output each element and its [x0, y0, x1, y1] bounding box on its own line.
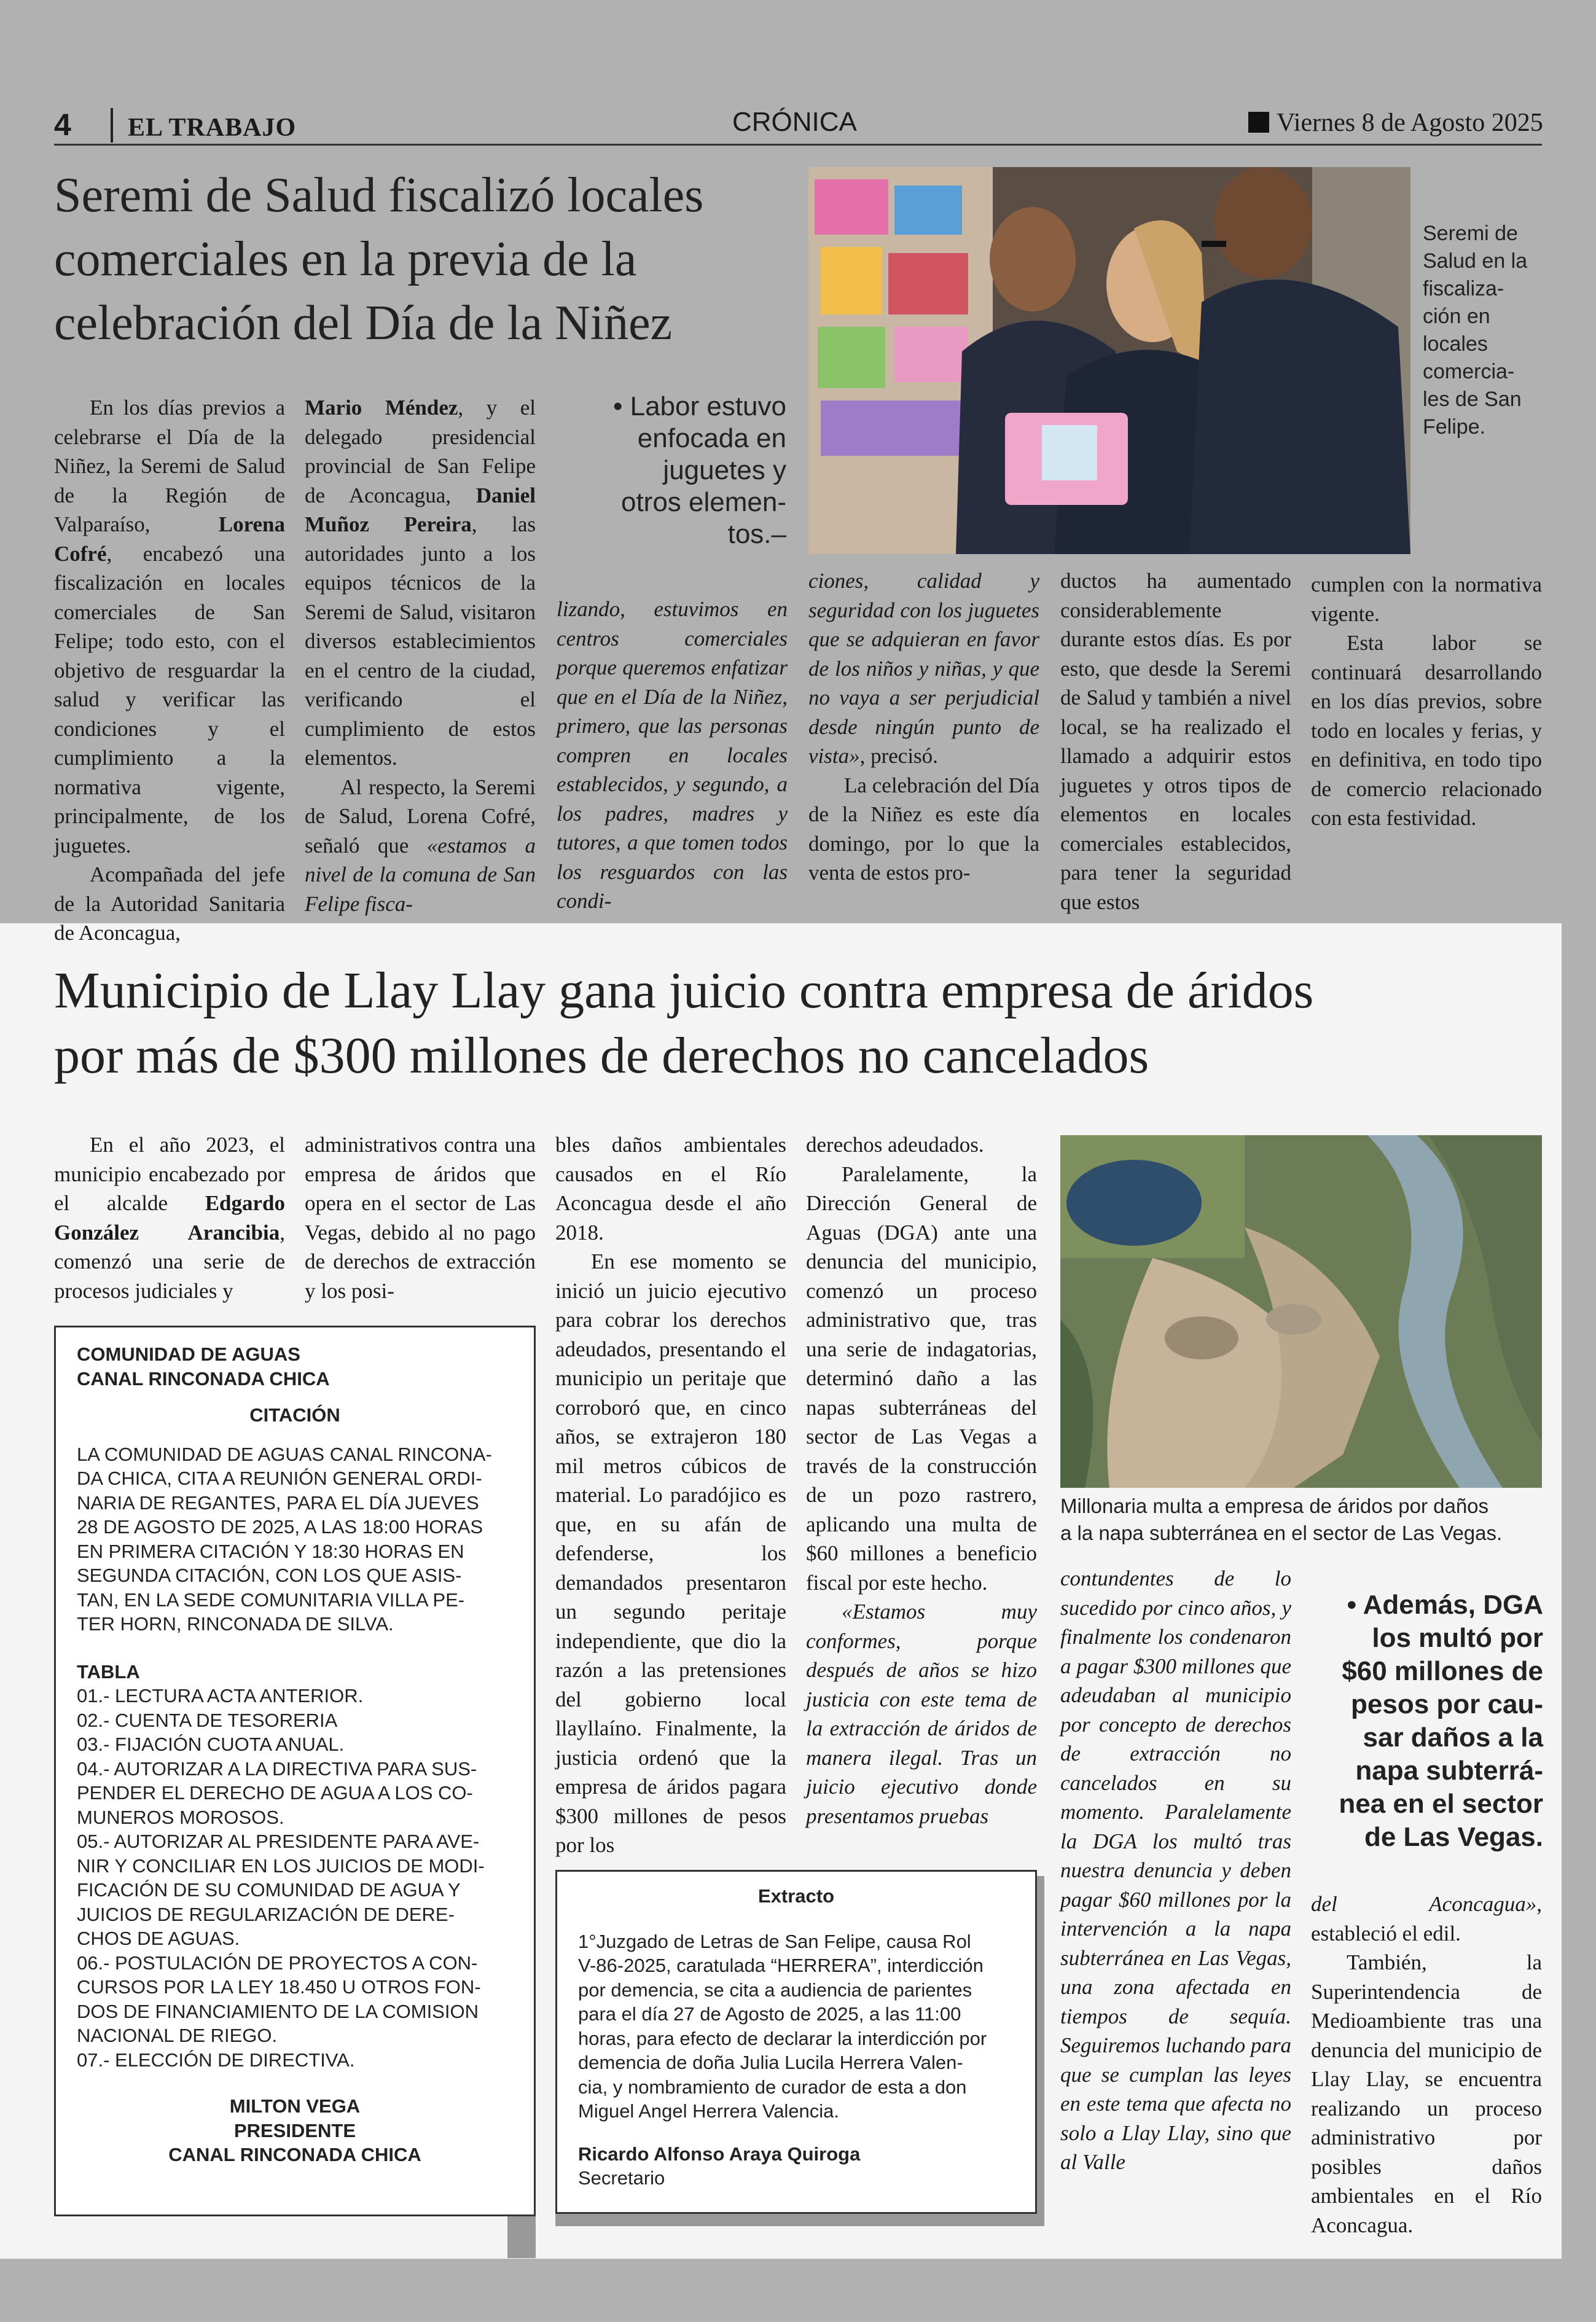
article2-col5 — [1060, 1564, 1291, 2221]
caption-line: les de San — [1423, 388, 1522, 411]
tabla-item: FICACIÓN DE SU COMUNIDAD DE AGUA Y — [77, 1879, 461, 1901]
pullquote-line: otros elemen- — [620, 487, 786, 517]
article2-col1 — [54, 1130, 285, 1315]
citacion-body — [77, 1442, 513, 1636]
pullquote-line: pesos por cau- — [1351, 1689, 1543, 1719]
article1-col6 — [1311, 570, 1542, 921]
right-margin-strip — [1562, 923, 1596, 2259]
pullquote-line: tos.– — [727, 519, 786, 549]
tabla-item: MUNEROS MOROSOS. — [77, 1806, 284, 1828]
paragraph: cumplen con la normativa vigente. — [1311, 573, 1542, 626]
body-line: SEGUNDA CITACIÓN, CON LOS QUE ASIS- — [77, 1565, 462, 1586]
pullquote-line: de Las Vegas. — [1364, 1822, 1543, 1852]
org-line: COMUNIDAD DE AGUAS — [77, 1343, 300, 1365]
caption-line: Seremi de — [1423, 222, 1518, 245]
headline-line: Seremi de Salud fiscalizó locales — [54, 168, 704, 222]
caption-line: Felipe. — [1423, 415, 1486, 439]
tabla-item: DOS DE FINANCIAMIENTO DE LA COMISION — [77, 2000, 479, 2022]
text: , encabezó una fiscalización en locales comerciales de San Felipe; todo esto, con el objetivo de resguardar la salud y verificar las condiciones y el cumplimiento a la normativa vigente, principalmente, de los juguetes. — [54, 541, 285, 858]
pullquote-line: • Además, DGA — [1347, 1590, 1543, 1620]
caption-line: comercia- — [1423, 360, 1515, 383]
notice-extracto — [555, 1870, 1037, 2214]
pullquote-line: los multó por — [1372, 1623, 1543, 1653]
caption-line: Millonaria multa a empresa de áridos por daños — [1060, 1495, 1489, 1517]
photo-aerial-river — [1060, 1135, 1542, 1488]
extracto-body — [578, 1929, 1014, 2124]
body-line: V-86-2025, caratulada “HERRERA”, interdicción — [578, 1955, 984, 1976]
pullquote-line: enfocada en — [637, 423, 786, 453]
text: En los días previos a celebrarse el Día de la Niñez, la Seremi de Salud de la Región de Valparaíso, — [54, 396, 285, 536]
tabla-item: CURSOS POR LA LEY 18.450 U OTROS FON- — [77, 1976, 481, 1998]
citacion-org — [77, 1342, 513, 1391]
tabla-item: NIR Y CONCILIAR EN LOS JUICIOS DE MODI- — [77, 1855, 485, 1877]
person-name: Mario Méndez — [305, 396, 458, 420]
tabla-item: 01.- LECTURA ACTA ANTERIOR. — [77, 1685, 364, 1706]
header-date: Viernes 8 de Agosto 2025 — [1277, 109, 1543, 137]
body-line: NARIA DE REGANTES, PARA EL DÍA JUEVES — [77, 1491, 479, 1514]
tabla-item: CHOS DE AGUAS. — [77, 1928, 240, 1949]
pullquote-line: nea en el sector — [1339, 1789, 1543, 1819]
text: , y el delegado presidencial provincial de San Felipe de Aconcagua, — [305, 396, 536, 507]
photo1-caption — [1423, 220, 1564, 441]
paragraph: Acompañada del jefe de la Autoridad Sanitaria de Aconcagua, — [54, 862, 285, 945]
body-line: EN PRIMERA CITACIÓN Y 18:30 HORAS EN — [77, 1540, 464, 1562]
body-line: cia, y nombramiento de curador de esta a don — [578, 2076, 967, 2098]
paragraph: La celebración del Día de la Niñez es este día domingo, por lo que la venta de estos pro- — [808, 773, 1039, 885]
paragraph: lizando, estuvimos en centros comerciales porque queremos enfatizar que en el Día de la Niñez, primero, que las personas compren en locales establecidos, y segundo, a los padres, madres y tutores, a que tomen todos los resguardos con las condi- — [557, 597, 788, 913]
person-name: Daniel Muñoz Pereira — [305, 483, 536, 536]
body-line: DA CHICA, CITA A REUNIÓN GENERAL ORDI- — [77, 1468, 482, 1489]
page-number: 4 — [54, 108, 71, 142]
quote: «Estamos muy conformes, porque después de años se hizo justicia con este tema de la extracción de áridos de manera ilegal. Tras un juicio ejecutivo donde presentamos pruebas — [806, 1600, 1037, 1828]
article1-col1 — [54, 393, 285, 945]
article1-headline — [54, 163, 810, 355]
body-line: demencia de doña Julia Lucila Herrera Valen- — [578, 2052, 963, 2073]
pullquote-line: • Labor estuvo — [612, 391, 786, 421]
header-rule — [54, 144, 1542, 146]
article1-col5 — [1060, 566, 1291, 921]
signature-line: MILTON VEGA — [229, 2095, 361, 2117]
headline-line: Municipio de Llay Llay gana juicio contra empresa de áridos — [54, 962, 1314, 1019]
caption-line: a la napa subterránea en el sector de Las Vegas. — [1060, 1522, 1503, 1544]
paragraph: derechos adeudados. — [806, 1133, 984, 1157]
text: , estableció el edil. — [1311, 1892, 1542, 1945]
tabla-list — [77, 1684, 513, 2072]
citacion-title: CITACIÓN — [249, 1404, 340, 1426]
photo-aerial-river-drawing — [1060, 1135, 1542, 1488]
paragraph: Esta labor se continuará desarrollando en los días previos, sobre todo en locales y ferias, y en definitiva, en todo tipo de comercio relacionado con esta festividad. — [1311, 631, 1542, 830]
text: Al respecto, la Seremi de Salud, Lorena Cofré, señaló que — [305, 775, 536, 858]
pullquote-line: $60 millones de — [1342, 1656, 1543, 1686]
article2-headline — [54, 958, 1553, 1089]
tabla-item: 02.- CUENTA DE TESORERIA — [77, 1709, 338, 1731]
headline-line: celebración del Día de la Niñez — [54, 296, 673, 350]
text: , comenzó una serie de procesos judiciales y — [54, 1220, 285, 1303]
paragraph: Paralelamente, la Dirección General de Aguas (DGA) ante una denuncia del municipio, comenzó un proceso administrativo que, tras una serie de indagatorias, determinó daño a las napas subterráneas del sector de Las Vegas a través de la construcción de un pozo rastrero, aplicando una multa de $60 millones a beneficio fiscal por este hecho. — [806, 1162, 1037, 1595]
body-line: TAN, EN LA SEDE COMUNITARIA VILLA PE- — [77, 1589, 465, 1611]
article1-col4 — [808, 566, 1039, 921]
caption-line: fiscaliza- — [1423, 277, 1504, 300]
paragraph: bles daños ambientales causados en el Río Aconcagua desde el año 2018. — [555, 1133, 786, 1245]
pullquote-line: sar daños a la — [1363, 1722, 1543, 1753]
signature-line: CANAL RINCONADA CHICA — [168, 2144, 421, 2165]
paragraph: contundentes de lo sucedido por cinco años, y finalmente los condenaron a pagar $300 millones que adeudaban al municipio por concepto de derechos de extracción no cancelados en su momento. Paralelamente la DGA los multó tras nuestra denuncia y deben pagar $60 millones por la intervención a la napa subterránea en Las Vegas, una zona afectada en tiempos de sequía. Seguiremos luchando para que se cumplan las leyes en este tema que afecta no solo a Llay Llay, sino que al Valle — [1060, 1566, 1291, 2174]
tabla-item: PENDER EL DERECHO DE AGUA A LOS CO- — [77, 1782, 473, 1804]
text: , precisó. — [859, 744, 938, 768]
text: , las autoridades junto a los equipos técnicos de la Seremi de Salud, visitaron diversos establecimientos en el centro de la ciudad, verificando el cumplimiento de estos elementos. — [305, 512, 536, 770]
article2-col3 — [555, 1130, 786, 1867]
tabla-item: NACIONAL DE RIEGO. — [77, 2025, 278, 2046]
section-name: CRÓNICA — [732, 107, 857, 137]
caption-line: locales — [1423, 332, 1488, 356]
text: En el año 2023, el municipio encabezado por el alcalde — [54, 1133, 285, 1215]
person-name: Lorena Cofré — [54, 512, 285, 566]
signature-line: PRESIDENTE — [233, 2119, 356, 2141]
quote: ciones, calidad y seguridad con los juguetes que se adquieran en favor de los niños y niñas, y que no vaya a ser perjudicial desde ningún punto de vista» — [808, 569, 1039, 768]
article2-col4 — [806, 1130, 1037, 1867]
quote: del Aconcagua» — [1311, 1892, 1537, 1916]
article2-pullquote — [1302, 1589, 1543, 1854]
org-line: CANAL RINCONADA CHICA — [77, 1367, 330, 1390]
body-line: 28 DE AGOSTO DE 2025, A LAS 18:00 HORAS — [77, 1516, 483, 1538]
extracto-signer: Ricardo Alfonso Araya Quiroga — [578, 2143, 861, 2165]
bottom-margin-strip — [0, 2259, 1596, 2322]
headline-line: por más de $300 millones de derechos no cancelados — [54, 1027, 1149, 1084]
photo-store-inspection — [808, 167, 1410, 554]
person-name: Edgardo González Arancibia — [54, 1191, 285, 1245]
caption-line: Salud en la — [1423, 249, 1528, 273]
paper-name: EL TRABAJO — [128, 114, 297, 142]
tabla-item: 07.- ELECCIÓN DE DIRECTIVA. — [77, 2049, 355, 2071]
header-divider-vertical — [111, 108, 113, 143]
article2-col2 — [305, 1130, 536, 1315]
article1-pullquote — [553, 391, 786, 550]
tabla-item: JUICIOS DE REGULARIZACIÓN DE DERE- — [77, 1903, 455, 1925]
extracto-signer-title: Secretario — [578, 2167, 665, 2189]
body-line: LA COMUNIDAD DE AGUAS CANAL RINCONA- — [77, 1443, 492, 1465]
body-line: por demencia, se cita a audiencia de parientes — [578, 1979, 972, 2001]
citacion-signature — [77, 2094, 513, 2167]
photo2-caption — [1060, 1493, 1552, 1547]
paragraph: También, la Superintendencia de Medioambiente tras una denuncia del municipio de Llay Llay, se encuentra realizando un proceso administrativo por posibles daños ambientales en el Río Aconcagua. — [1311, 1950, 1542, 2237]
body-line: 1°Juzgado de Letras de San Felipe, causa Rol — [578, 1930, 971, 1952]
quote: «estamos a nivel de la comuna de San Felipe fisca- — [305, 833, 536, 916]
paragraph: ductos ha aumentado considerablemente durante estos días. Es por esto, que desde la Seremi de Salud y también a nivel local, se ha realizado el llamado a adquirir estos juguetes y otros tipos de elementos en locales comerciales establecidos, para tener la seguridad que estos — [1060, 569, 1291, 914]
extracto-title: Extracto — [757, 1885, 835, 1907]
tabla-item: 05.- AUTORIZAR AL PRESIDENTE PARA AVE- — [77, 1831, 480, 1852]
tabla-item: 06.- POSTULACIÓN DE PROYECTOS A CON- — [77, 1952, 478, 1974]
body-line: para el día 27 de Agosto de 2025, a las 11:00 — [578, 2003, 961, 2025]
pullquote-line: juguetes y — [663, 455, 786, 485]
notice-citacion — [54, 1326, 536, 2216]
caption-line: ción en — [1423, 305, 1490, 328]
article1-col3 — [557, 595, 788, 921]
paragraph: administrativos contra una empresa de áridos que opera en el sector de Las Vegas, debido al no pago de derechos de extracción y los posi- — [305, 1133, 536, 1303]
article1-col2 — [305, 393, 536, 921]
pullquote-line: napa subterrá- — [1355, 1756, 1543, 1786]
article2-col6 — [1311, 1890, 1542, 2237]
paragraph: En ese momento se inició un juicio ejecutivo para cobrar los derechos adeudados, presentando el municipio un peritaje que corroboró que, en cinco años, se extrajeron 180 mil metros cúbicos de material. Lo paradójico es que, en su afán de defenderse, los demandados presentaron un segundo peritaje independiente, que dio la razón a las pretensiones del gobierno local llayllaíno. Finalmente, la justicia ordenó que la empresa de áridos pagara $300 millones de pesos por los — [555, 1249, 786, 1857]
date-marker-icon — [1248, 112, 1269, 133]
tabla-label: TABLA — [77, 1660, 140, 1683]
tabla-item: 03.- FIJACIÓN CUOTA ANUAL. — [77, 1734, 345, 1755]
body-line: horas, para efecto de declarar la interdicción por — [578, 2027, 987, 2049]
headline-line: comerciales en la previa de la — [54, 232, 637, 286]
body-line: TER HORN, RINCONADA DE SILVA. — [77, 1613, 394, 1635]
tabla-item: 04.- AUTORIZAR A LA DIRECTIVA PARA SUS- — [77, 1757, 477, 1780]
body-line: Miguel Angel Herrera Valencia. — [578, 2100, 840, 2122]
photo-store-inspection-drawing — [808, 167, 1410, 554]
